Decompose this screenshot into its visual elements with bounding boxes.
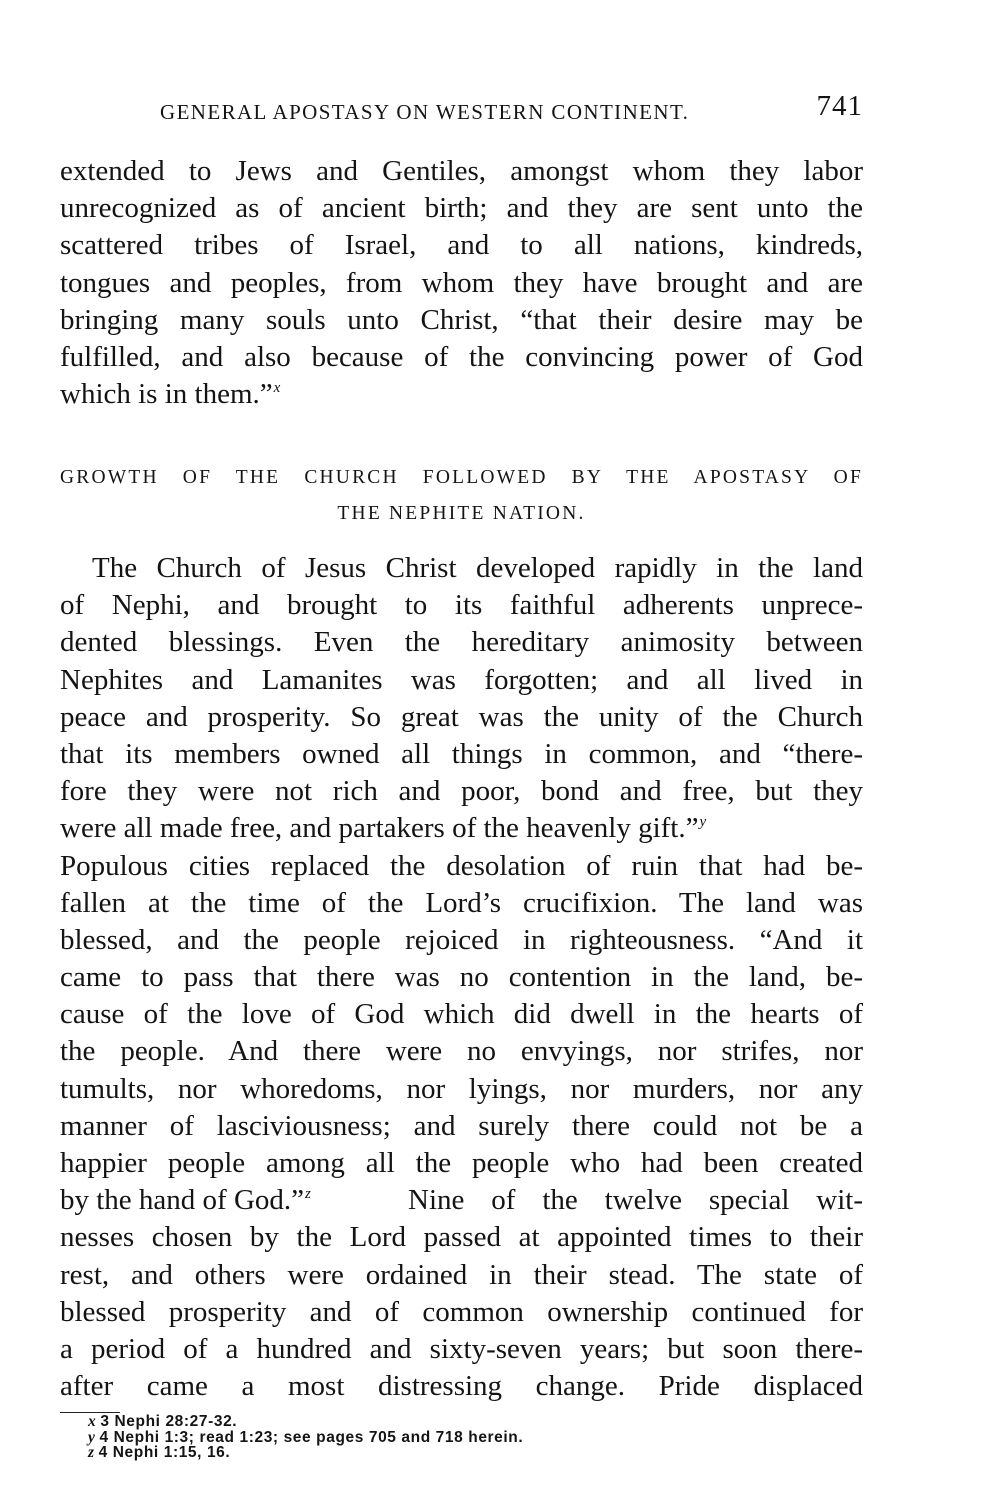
running-header [60, 90, 863, 130]
running-title: GENERAL APOSTASY ON WESTERN CONTINENT. [160, 100, 690, 124]
text-line: fulfilled, and also because of the convincing power of God [60, 340, 863, 373]
footnote-mark: x [88, 1413, 97, 1430]
footnote-x [88, 1414, 768, 1430]
footnote-ref-y: y [699, 814, 707, 831]
footnote-mark: y [88, 1428, 96, 1446]
text-line [60, 810, 863, 847]
text-line: fore they were not rich and poor, bond and free, but they [60, 775, 863, 808]
text-line: Populous cities replaced the desolation of ruin that had be- [60, 849, 863, 882]
text-line: happier people among all the people who had been created [60, 1147, 863, 1179]
text-line: the people. And there were no envyings, nor strifes, nor [60, 1035, 863, 1068]
heading-line-1: GROWTH OF THE CHURCH FOLLOWED BY THE APOSTASY OF [60, 467, 863, 488]
text-fragment-end: Nine of the twelve special wit- [408, 1184, 863, 1217]
text-line: bringing many souls unto Christ, “that their desire may be [60, 303, 863, 336]
section-heading [60, 460, 863, 532]
footnote-text: 4 Nephi 1:3; read 1:23; see pages 705 and 718 herein. [99, 1428, 524, 1446]
text-fragment-start: by the hand of God.” [60, 1184, 305, 1217]
text-line: scattered tribes of Israel, and to all nations, kindreds, [60, 229, 863, 262]
text-line: tongues and peoples, from whom they have brought and are [60, 266, 863, 299]
text-line: Nephites and Lamanites was forgotten; and all lived in [60, 663, 863, 696]
text-line: unrecognized as of ancient birth; and they are sent unto the [60, 192, 863, 225]
heading-line-2: THE NEPHITE NATION. [337, 503, 586, 524]
text-fragment: were all made free, and partakers of the heavenly gift.” [60, 812, 699, 845]
text-line: came to pass that there was no contention in the land, be- [60, 961, 863, 994]
text-line: of Nephi, and brought to its faithful adherents unprece- [60, 589, 863, 622]
footnote-mark: z [88, 1444, 95, 1461]
text-line: peace and prosperity. So great was the unity of the Church [60, 700, 863, 733]
footnote-ref-z: z [305, 1186, 311, 1203]
text-line [60, 1182, 863, 1219]
text-line: tumults, nor whoredoms, nor lyings, nor murders, nor any [60, 1072, 863, 1105]
text-fragment: which is in them.” [60, 378, 273, 411]
text-line: dented blessings. Even the hereditary animosity between [60, 626, 863, 659]
paragraph-continuation [60, 153, 863, 413]
footnote-text: 3 Nephi 28:27-32. [100, 1413, 238, 1430]
text-line: extended to Jews and Gentiles, amongst whom they labor [60, 155, 863, 187]
text-line: The Church of Jesus Christ developed rapidly in the land [92, 552, 863, 584]
text-line: blessed, and the people rejoiced in righteousness. “And it [60, 923, 863, 956]
page-number: 741 [816, 90, 863, 122]
text-line: rest, and others were ordained in their stead. The state of [60, 1258, 863, 1291]
main-paragraph [60, 550, 863, 1405]
text-line: a period of a hundred and sixty-seven years; but soon there- [60, 1332, 863, 1365]
footnote-y [88, 1430, 768, 1446]
text-line: blessed prosperity and of common ownership continued for [60, 1295, 863, 1328]
text-line: nesses chosen by the Lord passed at appointed times to their [60, 1221, 863, 1254]
text-line: manner of lasciviousness; and surely there could not be a [60, 1109, 863, 1142]
text-line-last [60, 376, 863, 413]
text-line: that its members owned all things in common, and “there- [60, 737, 863, 770]
footnote-text: 4 Nephi 1:15, 16. [98, 1444, 231, 1461]
text-line: cause of the love of God which did dwell in the hearts of [60, 998, 863, 1031]
text-line: fallen at the time of the Lord’s crucifixion. The land was [60, 886, 863, 919]
footnotes [88, 1414, 768, 1461]
text-fragment [60, 1182, 311, 1219]
footnote-z [88, 1445, 768, 1461]
footnote-ref-x: x [273, 380, 281, 397]
text-line: after came a most distressing change. Pride displaced [60, 1370, 863, 1403]
